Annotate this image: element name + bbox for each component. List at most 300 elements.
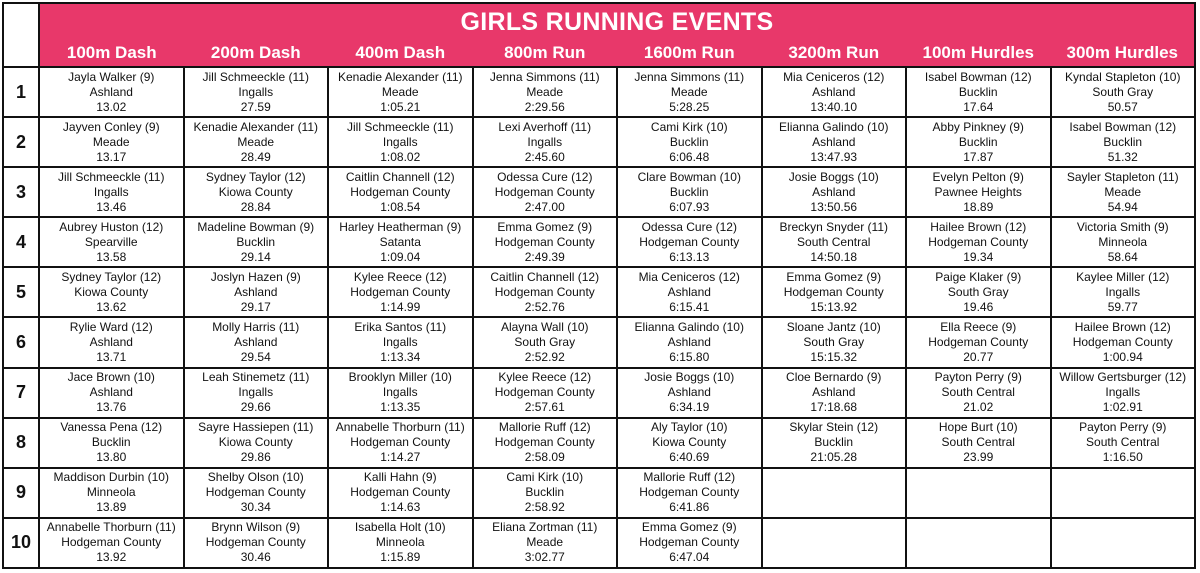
- result-cell: [906, 167, 1051, 217]
- athlete-name: Alayna Wall (10): [500, 320, 589, 335]
- result-mark: 23.99: [963, 450, 994, 465]
- event-header: 100m Hurdles: [906, 40, 1051, 67]
- result-cell: [1051, 167, 1196, 217]
- result-mark: 21.02: [963, 400, 994, 415]
- empty-cell: [1051, 518, 1196, 568]
- athlete-name: Rylie Ward (12): [69, 320, 153, 335]
- result-cell: [39, 67, 184, 117]
- result-mark: 1:08.54: [380, 199, 421, 214]
- result-cell: [184, 317, 329, 367]
- athlete-name: Elianna Galindo (10): [634, 320, 744, 335]
- result-mark: 6:07.93: [669, 199, 710, 214]
- table-row: [3, 217, 1195, 267]
- school-name: Bucklin: [91, 435, 131, 450]
- school-name: Hodgeman County: [494, 385, 595, 400]
- athlete-name: Vanessa Pena (12): [60, 420, 163, 435]
- athlete-name: Madeline Bowman (9): [197, 219, 315, 234]
- school-name: Ingalls: [238, 385, 274, 400]
- athlete-name: Harley Heatherman (9): [339, 219, 462, 234]
- result-cell: [906, 217, 1051, 267]
- school-name: South Central: [941, 435, 1015, 450]
- result-mark: 6:13.13: [669, 249, 710, 264]
- school-name: Spearville: [84, 234, 138, 249]
- athlete-name: Kylee Reece (12): [498, 370, 592, 385]
- athlete-name: Aubrey Huston (12): [59, 219, 164, 234]
- result-mark: 1:14.63: [380, 500, 421, 515]
- result-cell: [762, 418, 907, 468]
- result-cell: [762, 167, 907, 217]
- result-cell: [39, 117, 184, 167]
- athlete-name: Jill Schmeeckle (11): [202, 69, 309, 84]
- result-cell: [617, 217, 762, 267]
- school-name: Ingalls: [1105, 284, 1141, 299]
- result-mark: 2:47.00: [524, 199, 565, 214]
- table-row: [3, 468, 1195, 518]
- result-cell: [39, 368, 184, 418]
- athlete-name: Brynn Wilson (9): [211, 520, 301, 535]
- place-number: 10: [3, 518, 39, 568]
- athlete-name: Victoria Smith (9): [1076, 219, 1169, 234]
- result-cell: [184, 67, 329, 117]
- result-mark: 13:47.93: [810, 149, 858, 164]
- result-mark: 2:57.61: [524, 400, 565, 415]
- school-name: South Central: [797, 234, 871, 249]
- school-name: Hodgeman County: [350, 284, 451, 299]
- school-name: South Central: [1086, 435, 1160, 450]
- result-cell: [1051, 368, 1196, 418]
- athlete-name: Paige Klaker (9): [935, 269, 1022, 284]
- athlete-name: Jill Schmeeckle (11): [347, 119, 454, 134]
- result-mark: 20.77: [963, 350, 994, 365]
- place-number: 3: [3, 167, 39, 217]
- result-cell: [1051, 317, 1196, 367]
- athlete-name: Caitlin Channell (12): [490, 269, 600, 284]
- athlete-name: Sayre Hassiepen (11): [198, 420, 314, 435]
- result-cell: [617, 518, 762, 568]
- athlete-name: Cami Kirk (10): [650, 119, 728, 134]
- result-cell: [762, 217, 907, 267]
- athlete-name: Kylee Reece (12): [353, 269, 447, 284]
- athlete-name: Kenadie Alexander (11): [193, 119, 319, 134]
- school-name: Pawnee Heights: [934, 184, 1022, 199]
- school-name: Ashland: [667, 335, 711, 350]
- school-name: Hodgeman County: [494, 184, 595, 199]
- results-table: [2, 2, 1196, 569]
- result-cell: [762, 368, 907, 418]
- place-number: 6: [3, 317, 39, 367]
- school-name: Hodgeman County: [494, 435, 595, 450]
- result-cell: [473, 418, 618, 468]
- athlete-name: Clare Bowman (10): [637, 169, 741, 184]
- school-name: Ashland: [89, 385, 133, 400]
- result-mark: 29.66: [240, 400, 271, 415]
- result-mark: 30.34: [240, 500, 271, 515]
- result-cell: [617, 267, 762, 317]
- page-title: GIRLS RUNNING EVENTS: [39, 3, 1195, 40]
- school-name: Hodgeman County: [494, 234, 595, 249]
- school-name: Ashland: [667, 284, 711, 299]
- result-mark: 28.49: [240, 149, 271, 164]
- athlete-name: Sayler Stapleton (11): [1066, 169, 1179, 184]
- result-mark: 17.87: [963, 149, 994, 164]
- athlete-name: Maddison Durbin (10): [53, 470, 169, 485]
- athlete-name: Josie Boggs (10): [644, 370, 735, 385]
- athlete-name: Isabella Holt (10): [354, 520, 446, 535]
- result-mark: 29.54: [240, 350, 271, 365]
- athlete-name: Cami Kirk (10): [506, 470, 584, 485]
- result-cell: [762, 117, 907, 167]
- result-mark: 6:06.48: [669, 149, 710, 164]
- school-name: Ashland: [812, 184, 856, 199]
- result-mark: 13.89: [96, 500, 127, 515]
- result-cell: [328, 518, 473, 568]
- result-cell: [39, 267, 184, 317]
- school-name: Bucklin: [236, 234, 276, 249]
- athlete-name: Emma Gomez (9): [497, 219, 593, 234]
- result-cell: [39, 518, 184, 568]
- result-mark: 13.71: [96, 350, 127, 365]
- result-mark: 1:14.99: [380, 299, 421, 314]
- results-body: [3, 67, 1195, 568]
- place-number: 5: [3, 267, 39, 317]
- result-cell: [328, 317, 473, 367]
- result-cell: [184, 267, 329, 317]
- school-name: Minneola: [1098, 234, 1148, 249]
- result-cell: [184, 117, 329, 167]
- result-mark: 58.64: [1107, 249, 1138, 264]
- place-number: 2: [3, 117, 39, 167]
- school-name: Hodgeman County: [639, 535, 740, 550]
- athlete-name: Hailee Brown (12): [1074, 320, 1171, 335]
- result-cell: [184, 217, 329, 267]
- empty-cell: [762, 468, 907, 518]
- athlete-name: Kenadie Alexander (11): [337, 69, 463, 84]
- athlete-name: Sydney Taylor (12): [205, 169, 306, 184]
- school-name: Meade: [526, 84, 564, 99]
- result-mark: 15:15.32: [810, 350, 858, 365]
- school-name: Bucklin: [1103, 134, 1143, 149]
- school-name: South Gray: [514, 335, 576, 350]
- result-mark: 17.64: [963, 99, 994, 114]
- result-mark: 19.34: [963, 249, 994, 264]
- school-name: South Gray: [1092, 84, 1154, 99]
- event-header: 100m Dash: [39, 40, 184, 67]
- table-row: [3, 518, 1195, 568]
- result-cell: [1051, 217, 1196, 267]
- school-name: Ingalls: [1105, 385, 1141, 400]
- result-mark: 2:58.09: [524, 450, 565, 465]
- school-name: Ashland: [234, 284, 278, 299]
- result-cell: [473, 67, 618, 117]
- athlete-name: Brooklyn Miller (10): [348, 370, 452, 385]
- school-name: Meade: [381, 84, 419, 99]
- result-cell: [184, 167, 329, 217]
- result-cell: [184, 518, 329, 568]
- corner-cell: [3, 3, 39, 67]
- table-row: [3, 117, 1195, 167]
- athlete-name: Abby Pinkney (9): [932, 119, 1024, 134]
- school-name: Ashland: [812, 84, 856, 99]
- result-cell: [473, 267, 618, 317]
- result-mark: 13.80: [96, 450, 127, 465]
- result-cell: [39, 468, 184, 518]
- result-mark: 54.94: [1107, 199, 1138, 214]
- athlete-name: Isabel Bowman (12): [1069, 119, 1177, 134]
- result-cell: [1051, 267, 1196, 317]
- school-name: Ashland: [812, 385, 856, 400]
- result-cell: [617, 67, 762, 117]
- result-mark: 1:15.89: [380, 550, 421, 565]
- school-name: Ingalls: [93, 184, 129, 199]
- result-mark: 28.84: [240, 199, 271, 214]
- school-name: Ashland: [234, 335, 278, 350]
- event-header: 300m Hurdles: [1051, 40, 1196, 67]
- school-name: Meade: [670, 84, 708, 99]
- result-cell: [473, 468, 618, 518]
- result-cell: [1051, 67, 1196, 117]
- result-mark: 6:15.41: [669, 299, 710, 314]
- result-mark: 1:05.21: [380, 99, 421, 114]
- athlete-name: Emma Gomez (9): [641, 520, 737, 535]
- athlete-name: Hope Burt (10): [938, 420, 1018, 435]
- result-mark: 29.14: [240, 249, 271, 264]
- school-name: Ingalls: [238, 84, 274, 99]
- result-cell: [473, 117, 618, 167]
- empty-cell: [906, 518, 1051, 568]
- result-cell: [617, 418, 762, 468]
- athlete-name: Jace Brown (10): [67, 370, 155, 385]
- athlete-name: Skylar Stein (12): [789, 420, 879, 435]
- school-name: Ingalls: [527, 134, 563, 149]
- result-cell: [617, 468, 762, 518]
- result-cell: [39, 317, 184, 367]
- athlete-name: Molly Harris (11): [212, 320, 300, 335]
- table-row: [3, 317, 1195, 367]
- school-name: Hodgeman County: [61, 535, 162, 550]
- school-name: Kiowa County: [218, 184, 293, 199]
- result-mark: 30.46: [240, 550, 271, 565]
- result-cell: [473, 217, 618, 267]
- athlete-name: Annabelle Thorburn (11): [46, 520, 176, 535]
- result-mark: 6:47.04: [669, 550, 710, 565]
- result-mark: 1:02.91: [1102, 400, 1143, 415]
- athlete-name: Jenna Simmons (11): [634, 69, 745, 84]
- athlete-name: Aly Taylor (10): [651, 420, 728, 435]
- result-mark: 1:16.50: [1102, 450, 1143, 465]
- school-name: Hodgeman County: [205, 485, 306, 500]
- table-row: [3, 368, 1195, 418]
- athlete-name: Leah Stinemetz (11): [202, 370, 310, 385]
- result-mark: 6:40.69: [669, 450, 710, 465]
- result-mark: 14:50.18: [810, 249, 858, 264]
- athlete-name: Payton Perry (9): [1079, 420, 1167, 435]
- table-row: [3, 67, 1195, 117]
- result-cell: [184, 468, 329, 518]
- result-mark: 29.17: [240, 299, 271, 314]
- athlete-name: Sydney Taylor (12): [61, 269, 162, 284]
- school-name: South Central: [941, 385, 1015, 400]
- athlete-name: Odessa Cure (12): [641, 219, 737, 234]
- school-name: Ashland: [89, 335, 133, 350]
- athlete-name: Odessa Cure (12): [497, 169, 593, 184]
- athlete-name: Mia Ceniceros (12): [783, 69, 885, 84]
- result-mark: 6:34.19: [669, 400, 710, 415]
- event-header: 200m Dash: [184, 40, 329, 67]
- result-cell: [906, 117, 1051, 167]
- table-row: [3, 167, 1195, 217]
- athlete-name: Eliana Zortman (11): [492, 520, 598, 535]
- result-cell: [473, 167, 618, 217]
- result-cell: [617, 167, 762, 217]
- school-name: Ingalls: [382, 134, 418, 149]
- result-mark: 1:00.94: [1102, 350, 1143, 365]
- athlete-name: Lexi Averhoff (11): [498, 119, 592, 134]
- result-mark: 13.76: [96, 400, 127, 415]
- athlete-name: Erika Santos (11): [354, 320, 447, 335]
- result-mark: 2:52.76: [524, 299, 565, 314]
- result-cell: [473, 368, 618, 418]
- empty-cell: [762, 518, 907, 568]
- athlete-name: Caitlin Channell (12): [345, 169, 455, 184]
- result-cell: [328, 267, 473, 317]
- school-name: South Gray: [803, 335, 865, 350]
- result-mark: 15:13.92: [810, 299, 858, 314]
- result-mark: 1:09.04: [380, 249, 421, 264]
- school-name: Bucklin: [669, 184, 709, 199]
- result-mark: 13:50.56: [810, 199, 858, 214]
- result-mark: 50.57: [1107, 99, 1138, 114]
- event-header-row: [3, 40, 1195, 67]
- school-name: Bucklin: [958, 134, 998, 149]
- result-mark: 2:58.92: [524, 500, 565, 515]
- athlete-name: Joslyn Hazen (9): [210, 269, 301, 284]
- school-name: Hodgeman County: [783, 284, 884, 299]
- school-name: Bucklin: [669, 134, 709, 149]
- athlete-name: Shelby Olson (10): [207, 470, 304, 485]
- athlete-name: Jill Schmeeckle (11): [58, 169, 165, 184]
- result-mark: 29.86: [240, 450, 271, 465]
- event-header: 3200m Run: [762, 40, 907, 67]
- result-mark: 6:15.80: [669, 350, 710, 365]
- event-header: 800m Run: [473, 40, 618, 67]
- school-name: Hodgeman County: [928, 234, 1029, 249]
- school-name: Hodgeman County: [639, 234, 740, 249]
- school-name: Kiowa County: [218, 435, 293, 450]
- result-cell: [762, 67, 907, 117]
- school-name: Hodgeman County: [494, 284, 595, 299]
- result-cell: [184, 418, 329, 468]
- result-cell: [906, 418, 1051, 468]
- athlete-name: Jenna Simmons (11): [489, 69, 600, 84]
- result-mark: 5:28.25: [669, 99, 710, 114]
- result-cell: [473, 317, 618, 367]
- result-cell: [328, 167, 473, 217]
- school-name: Hodgeman County: [350, 435, 451, 450]
- result-mark: 18.89: [963, 199, 994, 214]
- result-cell: [328, 217, 473, 267]
- place-number: 9: [3, 468, 39, 518]
- school-name: Ingalls: [382, 385, 418, 400]
- place-number: 8: [3, 418, 39, 468]
- school-name: Hodgeman County: [205, 535, 306, 550]
- result-mark: 2:29.56: [524, 99, 565, 114]
- result-cell: [473, 518, 618, 568]
- result-mark: 19.46: [963, 299, 994, 314]
- result-mark: 1:08.02: [380, 149, 421, 164]
- school-name: Bucklin: [958, 84, 998, 99]
- result-mark: 13.92: [96, 550, 127, 565]
- event-header: 1600m Run: [617, 40, 762, 67]
- result-mark: 6:41.86: [669, 500, 710, 515]
- result-mark: 13.46: [96, 199, 127, 214]
- school-name: Ashland: [89, 84, 133, 99]
- result-cell: [328, 418, 473, 468]
- school-name: Meade: [92, 134, 130, 149]
- school-name: Satanta: [379, 234, 421, 249]
- result-mark: 13.62: [96, 299, 127, 314]
- athlete-name: Emma Gomez (9): [786, 269, 882, 284]
- result-cell: [39, 167, 184, 217]
- athlete-name: Kaylee Miller (12): [1076, 269, 1170, 284]
- school-name: Ashland: [812, 134, 856, 149]
- result-cell: [1051, 418, 1196, 468]
- athlete-name: Hailee Brown (12): [930, 219, 1027, 234]
- result-cell: [39, 217, 184, 267]
- athlete-name: Mallorie Ruff (12): [498, 420, 591, 435]
- school-name: South Gray: [947, 284, 1009, 299]
- athlete-name: Elianna Galindo (10): [779, 119, 889, 134]
- athlete-name: Cloe Bernardo (9): [786, 370, 882, 385]
- result-mark: 3:02.77: [524, 550, 565, 565]
- athlete-name: Josie Boggs (10): [788, 169, 879, 184]
- result-cell: [328, 67, 473, 117]
- result-mark: 13.58: [96, 249, 127, 264]
- athlete-name: Evelyn Pelton (9): [932, 169, 1024, 184]
- table-row: [3, 418, 1195, 468]
- result-cell: [39, 418, 184, 468]
- school-name: Hodgeman County: [928, 335, 1029, 350]
- result-mark: 2:45.60: [524, 149, 565, 164]
- athlete-name: Isabel Bowman (12): [924, 69, 1032, 84]
- school-name: Minneola: [86, 485, 136, 500]
- school-name: Kiowa County: [652, 435, 727, 450]
- school-name: Meade: [1104, 184, 1142, 199]
- result-mark: 21:05.28: [810, 450, 858, 465]
- athlete-name: Kyndal Stapleton (10): [1065, 69, 1181, 84]
- result-mark: 2:52.92: [524, 350, 565, 365]
- result-cell: [1051, 117, 1196, 167]
- result-mark: 1:13.34: [380, 350, 421, 365]
- school-name: Ashland: [667, 385, 711, 400]
- athlete-name: Annabelle Thorburn (11): [335, 420, 465, 435]
- result-cell: [184, 368, 329, 418]
- event-header: 400m Dash: [328, 40, 473, 67]
- athlete-name: Breckyn Snyder (11): [779, 219, 888, 234]
- athlete-name: Jayven Conley (9): [62, 119, 160, 134]
- athlete-name: Kalli Hahn (9): [363, 470, 437, 485]
- school-name: Meade: [237, 134, 275, 149]
- result-mark: 51.32: [1107, 149, 1138, 164]
- empty-cell: [1051, 468, 1196, 518]
- athlete-name: Jayla Walker (9): [68, 69, 155, 84]
- school-name: Hodgeman County: [350, 184, 451, 199]
- result-mark: 13.02: [96, 99, 127, 114]
- result-cell: [906, 368, 1051, 418]
- result-cell: [617, 368, 762, 418]
- school-name: Bucklin: [525, 485, 565, 500]
- school-name: Minneola: [375, 535, 425, 550]
- place-number: 4: [3, 217, 39, 267]
